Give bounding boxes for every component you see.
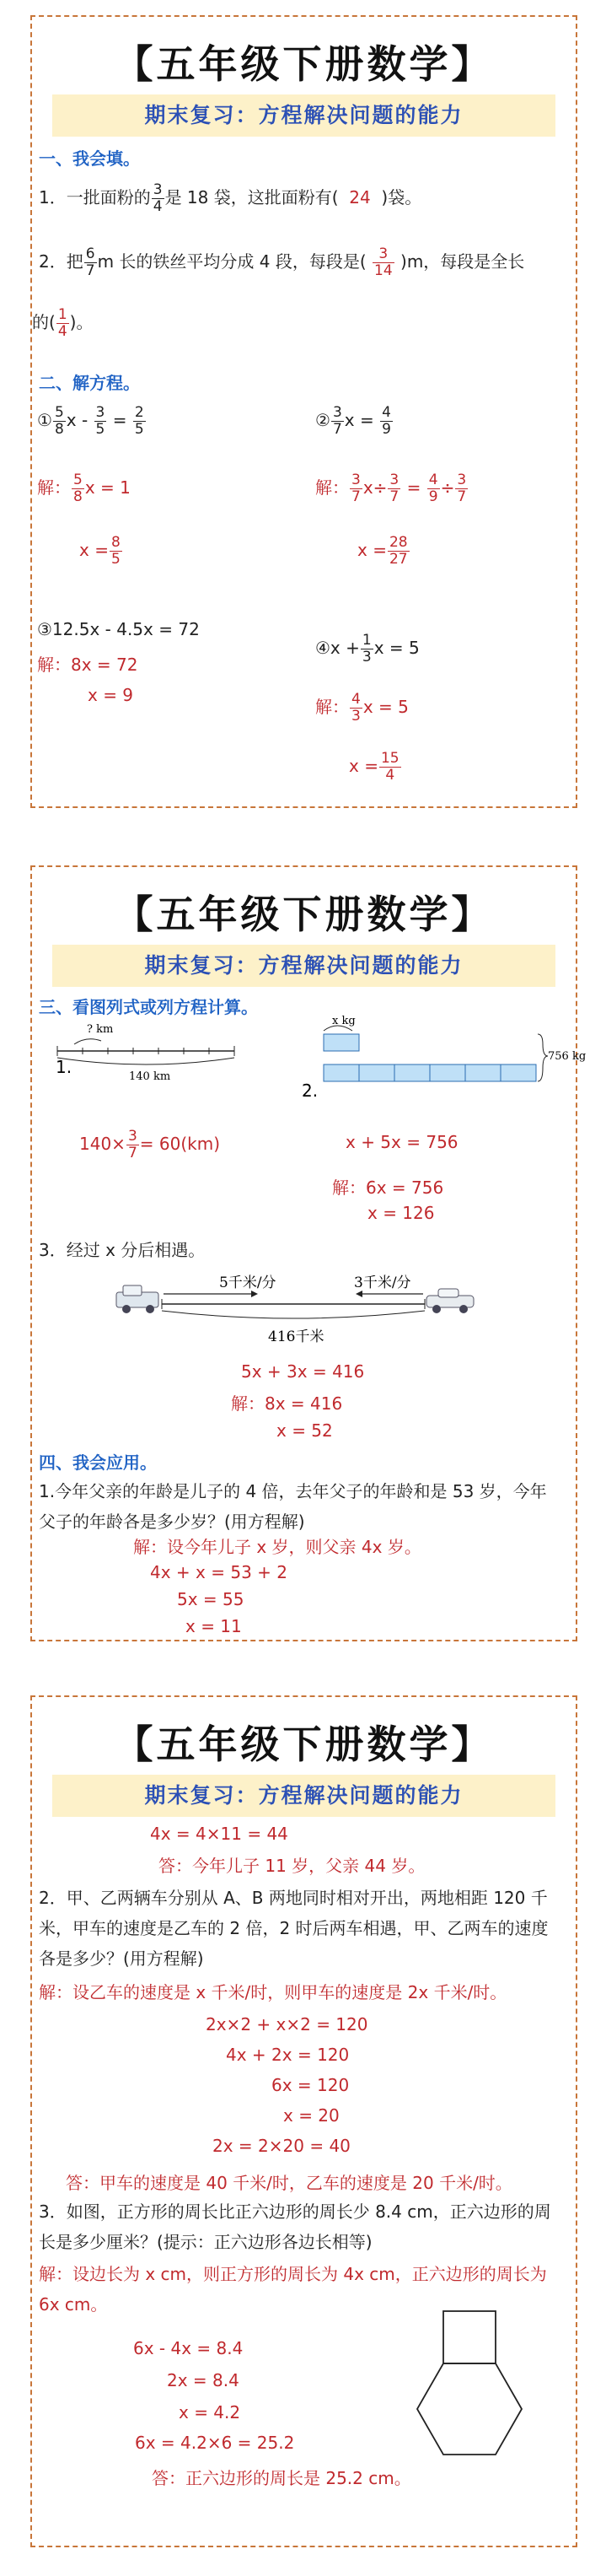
application-2-step-2: 2x×2 + x×2 = 120 xyxy=(206,2014,368,2034)
diagram-2-top-label: x kg xyxy=(332,1015,356,1027)
question-2: 2．把 $\frac{6}{7}$ m 长的铁丝平均分成 4 段，每段是( $\frac{3}{14}$ )m，每段是全长 xyxy=(39,245,525,279)
application-1-step-2: 4x + x = 53 + 2 xyxy=(150,1562,287,1582)
application-3-step-1: 解：设边长为 x cm，则正方形的周长为 4x cm，正六边形的周长为 6x cm。 xyxy=(39,2264,547,2315)
answer-2: $\frac{3}{14}$ xyxy=(374,245,393,279)
application-question-2: 2．甲、乙两辆车分别从 A、B 两地同时相对开出，两地相距 120 千米，甲车的速度是乙车的 2 倍，2 时后两车相遇，甲、乙两车的速度各是多少？(用方程解) xyxy=(39,1888,549,1969)
application-1-step-4: x = 11 xyxy=(185,1616,242,1636)
application-2-answer: 答：甲车的速度是 40 千米/时，乙车的速度是 20 千米/时。 xyxy=(66,2173,512,2193)
application-3-answer: 答：正六边形的周长是 25.2 cm。 xyxy=(152,2468,411,2488)
worksheet-page-3 xyxy=(30,1695,577,2547)
diagram-2-right-label: 756 kg xyxy=(548,1050,587,1063)
equation-4-step-2: x = $\frac{15}{4}$ xyxy=(349,750,400,784)
application-1-answer: 答：今年儿子 11 岁，父亲 44 岁。 xyxy=(158,1856,426,1876)
distance-label: 416千米 xyxy=(268,1328,324,1345)
diagram-1-number: 1. xyxy=(56,1057,72,1077)
diagram-1-top-label: ? km xyxy=(87,1023,114,1036)
equation-4: ④x + $\frac{1}{3}$ x = 5 xyxy=(315,632,420,666)
answer-2b: $\frac{1}{4}$ xyxy=(57,306,67,340)
application-2-step-6: 2x = 2×20 = 40 xyxy=(212,2136,351,2156)
page-title: 【五年级下册数学】 xyxy=(114,41,494,87)
answer-diagram-1: 140× $\frac{3}{7}$ = 60(km) xyxy=(79,1128,220,1161)
hexagon-shape xyxy=(417,2363,522,2455)
banner-subtitle: 期末复习：方程解决问题的能力 xyxy=(52,945,555,987)
banner-subtitle: 期末复习：方程解决问题的能力 xyxy=(52,1775,555,1817)
equation-3-step-1: 解：8x = 72 xyxy=(37,655,138,675)
application-2-step-5: x = 20 xyxy=(283,2105,340,2126)
application-3-step-3: 2x = 8.4 xyxy=(167,2370,239,2390)
answer-diagram-2-line-3: x = 126 xyxy=(367,1203,435,1223)
line-segment-diagram-2 xyxy=(285,1010,587,1103)
application-3-step-4: x = 4.2 xyxy=(179,2402,241,2422)
section-heading-3: 三、看图列式或列方程计算。 xyxy=(39,997,258,1017)
application-question-3: 3．如图，正方形的周长比正六边形的周长少 8.4 cm，正六边形的周长是多少厘米？(提示：正六边形各边长相等) xyxy=(39,2201,551,2252)
answer-meeting-line-2: 解：8x = 416 xyxy=(231,1393,343,1414)
answer-1: 24 xyxy=(349,187,371,207)
equation-3-step-2: x = 9 xyxy=(88,685,134,705)
line-segment-diagram-1 xyxy=(49,1016,243,1100)
application-3-step-5: 6x = 4.2×6 = 25.2 xyxy=(135,2433,295,2453)
equation-1-step-2: x = $\frac{8}{5}$ xyxy=(79,534,121,568)
fraction: $\frac{3}{4}$ xyxy=(153,181,163,215)
diagram-2-number: 2. xyxy=(302,1081,319,1101)
right-speed-label: 3千米/分 xyxy=(354,1275,411,1291)
page-title: 【五年级下册数学】 xyxy=(114,892,494,937)
square-hexagon-figure xyxy=(403,2303,538,2514)
answer-meeting-line-1: 5x + 3x = 416 xyxy=(241,1361,365,1382)
equation-4-step-1: 解： $\frac{4}{3}$ x = 5 xyxy=(315,691,409,725)
application-3-step-2: 6x - 4x = 8.4 xyxy=(133,2338,244,2358)
equation-2: ② $\frac{3}{7}$ x = $\frac{4}{9}$ xyxy=(315,404,391,438)
meeting-diagram xyxy=(113,1270,484,1355)
fraction: $\frac{6}{7}$ xyxy=(85,245,95,279)
application-2-step-1: 解：设乙车的速度是 x 千米/时，则甲车的速度是 2x 千米/时。 xyxy=(39,1982,507,2002)
question-2-cont: 的( $\frac{1}{4}$ )。 xyxy=(32,306,94,340)
worksheet-page-2 xyxy=(30,865,587,1641)
page-title: 【五年级下册数学】 xyxy=(114,1722,494,1767)
square-shape xyxy=(443,2311,496,2363)
application-1-step-3: 5x = 55 xyxy=(177,1589,244,1609)
application-1-step-5: 4x = 4×11 = 44 xyxy=(150,1824,288,1844)
car-right-icon xyxy=(426,1289,474,1313)
equation-3: ③12.5x - 4.5x = 72 xyxy=(37,619,200,639)
banner-subtitle: 期末复习：方程解决问题的能力 xyxy=(52,94,555,137)
left-speed-label: 5千米/分 xyxy=(219,1275,276,1291)
diagram-1-bottom-label: 140 km xyxy=(129,1070,171,1083)
answer-diagram-2-line-1: x + 5x = 756 xyxy=(346,1132,459,1152)
answer-meeting-line-3: x = 52 xyxy=(276,1420,333,1441)
application-2-step-3: 4x + 2x = 120 xyxy=(226,2045,350,2065)
worksheet-page-1 xyxy=(30,15,577,808)
equation-1-step-1: 解： $\frac{5}{8}$ x = 1 xyxy=(37,472,131,505)
equation-2-step-2: x = $\frac{28}{27}$ xyxy=(357,534,408,568)
question-1: 1．一批面粉的 $\frac{3}{4}$ 是 18 袋，这批面粉有( 24 )袋。 xyxy=(39,181,422,215)
section-heading-2: 二、解方程。 xyxy=(39,373,140,393)
equation-2-step-1: 解： $\frac{3}{7}$ x÷ $\frac{3}{7}$ = $\frac{4}{9}$ ÷ $\frac{3}{7}$ xyxy=(315,472,467,505)
equation-1: ① $\frac{5}{8}$ x - $\frac{3}{5}$ = $\frac{2}{5}$ xyxy=(37,404,144,438)
answer-diagram-2-line-2: 解：6x = 756 xyxy=(332,1178,444,1198)
application-1-step-1: 解：设今年儿子 x 岁，则父亲 4x 岁。 xyxy=(133,1537,421,1557)
application-question-1: 1.今年父亲的年龄是儿子的 4 倍，去年父子的年龄和是 53 岁，今年父子的年龄各是多少岁？(用方程解) xyxy=(39,1481,547,1532)
car-left-icon xyxy=(116,1285,158,1313)
application-2-step-4: 6x = 120 xyxy=(271,2075,350,2095)
section-heading-1: 一、我会填。 xyxy=(39,148,140,169)
question-3: 3．经过 x 分后相遇。 xyxy=(39,1240,206,1260)
section-heading-4: 四、我会应用。 xyxy=(39,1452,157,1473)
